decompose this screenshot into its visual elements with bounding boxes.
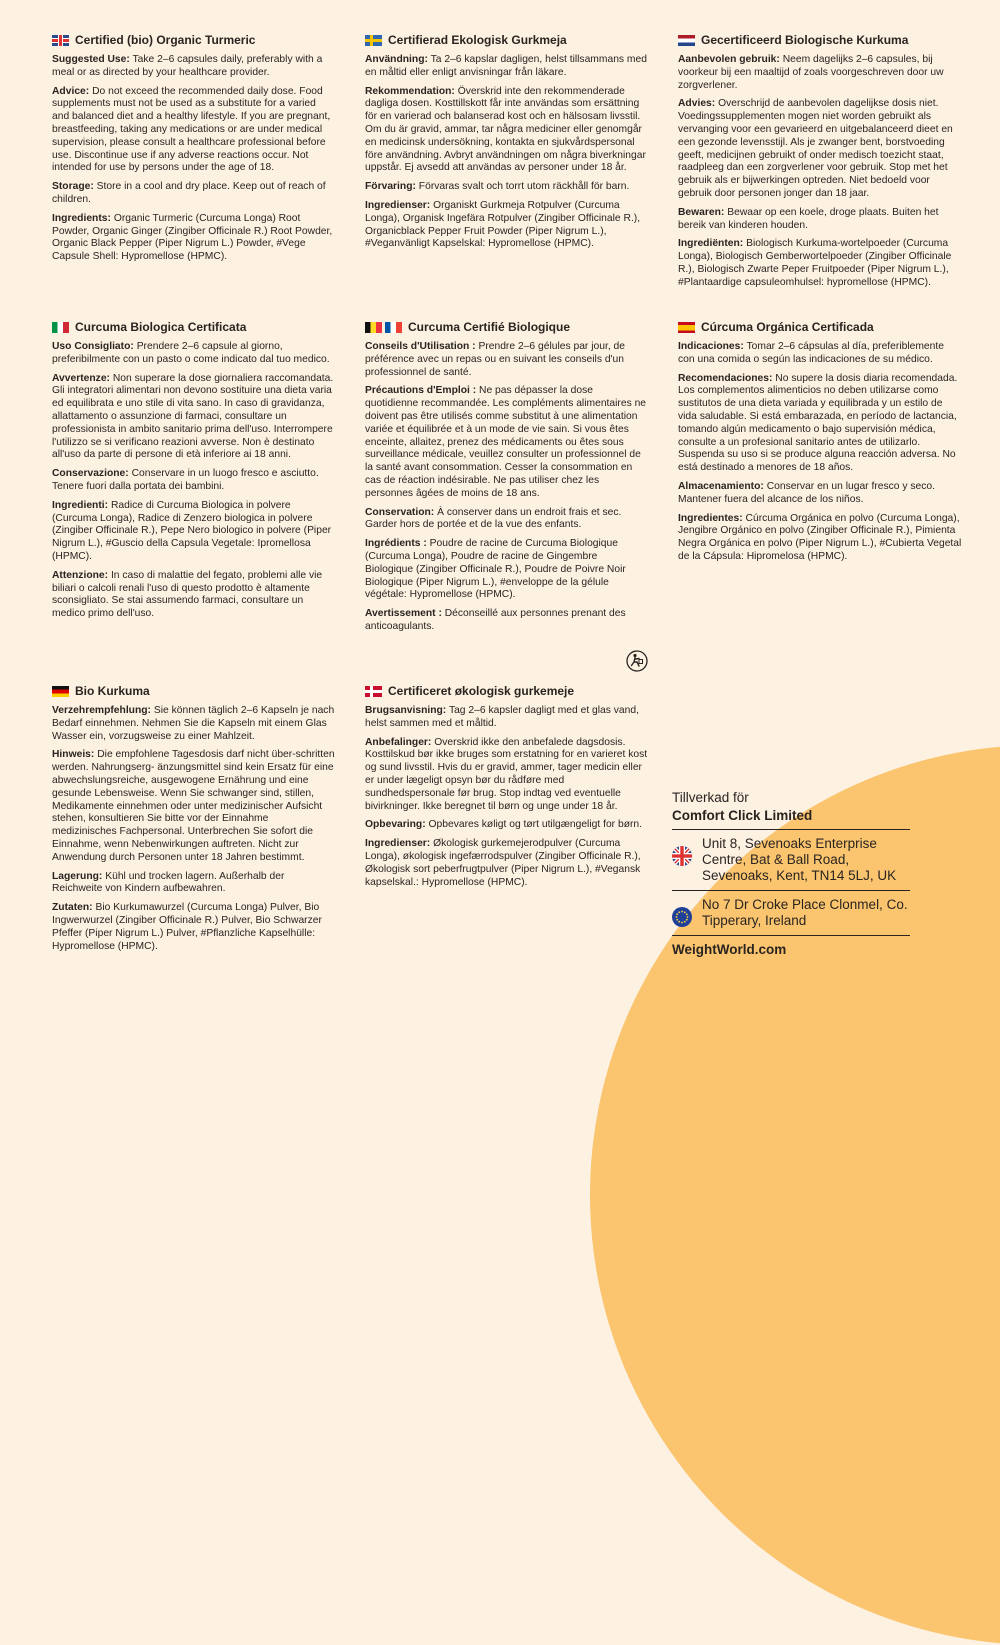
section-german: Bio Kurkuma Verzehrempfehlung: Sie können täglich 2–6 Kapseln je nach Bedarf einnehmen. Nehmen Sie die Kapseln mit einem Glas Wasser ein, vorzugsweise zu einer Mahlzeit. Hinweis: Die empfohlene Tagesdosis darf nicht über-schritten werden. Nahrungserg- änzungsmittel sind kein Ersatz für eine abwechslungsreiche, ausgewogene Ernährung und eine gesunde Lebensweise. Wenn Sie schwanger sind, stillen, Medikamente einnehmen oder unter medizinischer Aufsicht stehen, konsultieren Sie bitte vor der Einnahme medizinisches Fachpersonal. Unterbrechen Sie sofort die Einnahme, wenn Nebenwirkungen auftreten. Nicht zur Anwendung durch Personen unter 18 Jahren bestimmt. Lagerung: Kühl und trocken lagern. Außerhalb der Reichweite von Kindern aufbewahren. Zutaten: Bio Kurkumawurzel (Curcuma Longa) Pulver, Bio Ingwerwurzel (Zingiber Officinale R.) Pulver, Bio Schwarzer Pfeffer (Piper Nigrum L.) Pulver, #Pflanzliche Kapselhülle: Hypromellose (HPMC).	[52, 684, 335, 952]
divider	[672, 935, 910, 936]
eu-address: No 7 Dr Croke Place Clonmel, Co. Tipperary, Ireland	[702, 897, 908, 928]
uk-flag-icon	[672, 846, 692, 866]
spain-flag-icon	[678, 322, 695, 333]
germany-flag-icon	[52, 686, 69, 697]
eu-flag-icon	[672, 907, 692, 927]
sweden-flag-icon	[365, 35, 382, 46]
divider	[672, 829, 910, 830]
eu-address-row	[672, 897, 912, 929]
netherlands-flag-icon	[678, 35, 695, 46]
uk-address-row	[672, 836, 912, 884]
section-title-spanish: Cúrcuma Orgánica Certificada	[678, 320, 963, 334]
section-title-danish: Certificeret økologisk gurkemeje	[365, 684, 648, 698]
section-title-english: Certified (bio) Organic Turmeric	[52, 33, 335, 47]
section-dutch: Gecertificeerd Biologische Kurkuma Aanbevolen gebruik: Neem dagelijks 2–6 capsules, bij voorkeur bij een maaltijd of zoals voorgeschreven door uw zorgverlener. Advies: Overschrijd de aanbevolen dagelijkse dosis niet. Voedingssupplementen mogen niet worden gebruikt als vervanging voor een gevarieerd en uitgebalanceerd dieet en een gezonde levensstijl. Als je zwanger bent, borstvoeding geeft, medicijnen gebruikt of onder medisch toezicht staat, raadpleeg dan een zorgverlener voor gebruik. Stop met het gebruik als er bijwerkingen optreden. Niet bedoeld voor gebruik door personen jonger dan 18 jaar. Bewaren: Bewaar op een koele, droge plaats. Buiten het bereik van kinderen houden. Ingrediënten: Biologisch Kurkuma-wortelpoeder (Curcuma Longa), Biologisch Gemberwortelpoeder (Zingiber Officinale R.), Biologisch Zwarte Peper Fruitpoeder (Piper Nigrum L.), #Plantaardige capsuleomhulsel: hypromellose (HPMC).	[678, 33, 963, 296]
france-flag-icon	[385, 322, 402, 333]
italy-flag-icon	[52, 322, 69, 333]
manufacturer-info	[672, 790, 912, 958]
section-english: Certified (bio) Organic Turmeric Suggested Use: Take 2–6 capsules daily, preferably with a meal or as directed by your healthcare provider. Advice: Do not exceed the recommended daily dose. Food supplements must not be used as a substitute for a varied and balanced diet and a healthy lifestyle. If you are pregnant, breastfeeding, taking any medications or are under medical supervision, please consult a healthcare professional before use. Discontinue use if any adverse reactions occur. Not intended for use by persons under the age of 18. Storage: Store in a cool and dry place. Keep out of reach of children. Ingredients: Organic Turmeric (Curcuma Longa) Root Powder, Organic Ginger (Zingiber Officinale R.) Root Powder, Organic Black Pepper (Piper Nigrum L.) Powder, #Vege Capsule Shell: Hypromellose (HPMC).	[52, 33, 335, 270]
section-title-dutch: Gecertificeerd Biologische Kurkuma	[678, 33, 963, 47]
section-italian: Curcuma Biologica Certificata Uso Consigliato: Prendere 2–6 capsule al giorno, preferibilmente con un pasto o come indicato dal tuo medico. Avvertenze: Non superare la dose giornaliera raccomandata. Gli integratori alimentari non devono sostituire una dieta varia ed equilibrata e uno stile di vita sano. In caso di gravidanza, allattamento o assunzione di farmaci, consultare un professionista in ambito sanitario prima dell'uso. Interrompere l'utilizzo se si verificano reazioni avverse. Non è destinato all'uso da parte di persone di età inferiore ai 18 anni. Conservazione: Conservare in un luogo fresco e asciutto. Tenere fuori dalla portata dei bambini. Ingredienti: Radice di Curcuma Biologica in polvere (Curcuma Longa), Radice di Zenzero biologica in polvere (Zingiber Officinale R.), Pepe Nero biologico in polvere (Piper Nigrum L.), #Guscio della Capsula Vegetale: Ipromellosa (HPMC). Attenzione: In caso di malattie del fegato, problemi alle vie biliari o calcoli renali l'uso di questo prodotto è altamente sconsigliato. Se stai assumendo farmaci, consultare un medico primo dell'uso.	[52, 320, 334, 620]
section-title-italian: Curcuma Biologica Certificata	[52, 320, 335, 334]
website-link[interactable]: WeightWorld.com	[672, 942, 787, 957]
belgium-flag-icon	[365, 322, 382, 333]
tidyman-recycle-icon	[626, 650, 648, 672]
section-swedish: Certifierad Ekologisk Gurkmeja Användning: Ta 2–6 kapslar dagligen, helst tillsammans med en måltid eller enligt anvisningar från läkare. Rekommendation: Överskrid inte den rekommenderade dagliga dosen. Kosttillskott får inte användas som ersättning för en varierad och balanserad kost och en hälsosam livsstil. Om du är gravid, ammar, tar några mediciner eller genomgår en medicinsk undersökning, kontakta en sjukvårdspersonal före användning. Avbryt användningen om några biverkningar uppstår. Ej avsedd att användas av personer under 18 år. Förvaring: Förvaras svalt och torrt utom räckhåll för barn. Ingredienser: Organiskt Gurkmeja Rotpulver (Curcuma Longa), Organisk Ingefära Rotpulver (Zingiber Officinale R.), Organicblack Pepper Fruit Powder (Piper Nigrum L.), #Veganvänligt Kapselskal: Hypromellose (HPMC).	[365, 33, 647, 250]
section-title-french: Curcuma Certifié Biologique	[365, 320, 648, 334]
section-title-swedish: Certifierad Ekologisk Gurkmeja	[365, 33, 648, 47]
section-title-german: Bio Kurkuma	[52, 684, 335, 698]
divider	[672, 890, 910, 891]
uk-address: Unit 8, Sevenoaks Enterprise Centre, Bat & Ball Road, Sevenoaks, Kent, TN14 5LJ, UK	[702, 836, 897, 883]
section-spanish: Cúrcuma Orgánica Certificada Indicaciones: Tomar 2–6 cápsulas al día, preferiblemente con una comida o según las indicaciones de su médico. Recomendaciones: No supere la dosis diaria recomendada. Los complementos alimenticios no deben utilizarse como sustitutos de una dieta variada y equilibrada y un estilo de vida saludable. Si está embarazada, en período de lactancia, tomando algún medicamento o bajo supervisión médica, consulte a un profesional sanitario antes de utilizarlo. Suspenda su uso si se produce alguna reacción adversa. No está destinado a menores de 18 años. Almacenamiento: Conservar en un lugar fresco y seco. Mantener fuera del alcance de los niños. Ingredientes: Cúrcuma Orgánica en polvo (Curcuma Longa), Jengibre Orgánico en polvo (Zingiber Officinale R.), Pimienta Negra Orgánica en polvo (Piper Nigrum L.), #Cubierta Vegetal de la Cápsula: Hipromelosa (HPMC).	[678, 320, 962, 562]
denmark-flag-icon	[365, 686, 382, 697]
uk-flag-icon	[52, 35, 69, 46]
section-danish: Certificeret økologisk gurkemeje Brugsanvisning: Tag 2–6 kapsler dagligt med et glas vand, helst sammen med et måltid. Anbefalinger: Overskrid ikke den anbefalede dagsdosis. Kosttilskud bør ikke bruges som erstatning for en varieret kost og sund livsstil. Hvis du er gravid, ammer, tager medicin eller er under lægeligt opsyn bør du rådføre med sundhedspersonale før brug. Stop indtag ved eventuelle bivirkninger. Ikke beregnet til børn og unge under 18 år. Opbevaring: Opbevares køligt og tørt utilgængeligt for børn. Ingredienser: Økologisk gurkemejerodpulver (Curcuma Longa), økologisk ingefærrodspulver (Zingiber Officinale R.), Økologisk sort peberfrugtpulver (Piper Nigrum L.), #Vegansk kapselskal.: Hypromellose (HPMC).	[365, 684, 648, 888]
company-name: Comfort Click Limited	[672, 808, 813, 823]
manufactured-for-label: Tillverkad för	[672, 790, 749, 805]
section-french: Curcuma Certifié Biologique Conseils d'Utilisation : Prendre 2–6 gélules par jour, de préférence avec un repas ou en suivant les conseils d'un professionnel de santé. Précautions d'Emploi : Ne pas dépasser la dose quotidienne recommandée. Les compléments alimentaires ne doivent pas être utilisés comme substitut à une alimentation variée et équilibrée et à un mode de vie sain. Si vous êtes enceinte, allaitez, prenez des médicaments ou êtes sous surveillance médicale, veuillez consulter un professionnel de la santé avant consommation. Cesser la consommation en cas de réaction indésirable. Ne pas utiliser chez les personnes âgées de moins de 18 ans. Conservation: À conserver dans un endroit frais et sec. Garder hors de portée et de la vue des enfants. Ingrédients : Poudre de racine de Curcuma Biologique (Curcuma Longa), Poudre de racine de Gingembre Biologique (Zingiber Officinale R.), Poudre de Poivre Noir Biologique (Piper Nigrum L.), #enveloppe de la gélule végétale: Hypromellose (HPMC). Avertissement : Déconseillé aux personnes prenant des anticoagulants.	[365, 320, 647, 632]
